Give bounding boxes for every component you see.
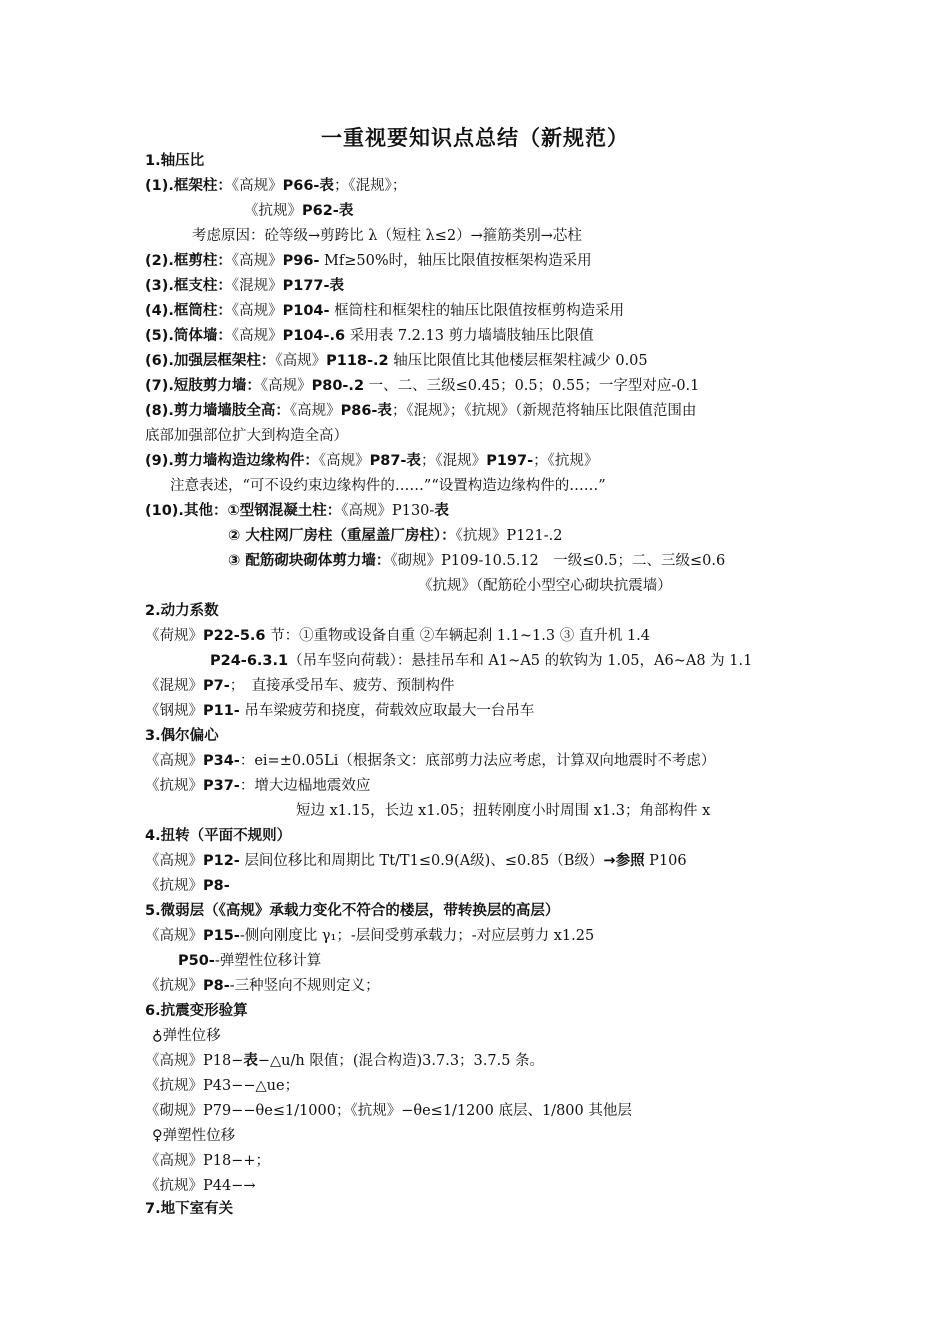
body-text: ； 直接承受吊车、疲劳、预制构件 [229,678,455,694]
text-line [145,677,454,695]
body-text: （吊车竖向荷载）：悬挂吊车和 A1~A5 的软钩为 1.05，A6~A8 为 1.1 [288,653,753,669]
body-text: −△u/h 限值；(混合构造)3.7.3；3.7.5 条。 [257,1053,545,1069]
page-ref: P118-.2 [326,353,389,369]
page-ref: P104- [282,303,330,319]
ref-text: 《高规》P130- [341,503,435,519]
page-ref: P80-.2 [311,378,365,394]
ref-text: ；《混规》 [420,453,487,469]
text-line [145,1102,632,1120]
body-text: ；《混规》；《抗规》（新规范将轴压比限值范围由 [391,403,697,419]
ref-text: 《荷规》 [145,628,203,644]
page-ref: P62-表 [302,203,354,219]
page-ref: P34- [203,753,240,769]
item-label: (9).剪力墙构造边缘构件： [145,453,319,469]
heading-text: 4.扭转（平面不规则） [145,828,292,844]
page-ref: P7- [203,678,230,694]
text-line [145,402,696,420]
section-heading [145,902,559,920]
ref-text: 《高规》 [145,853,203,869]
text-line [210,652,752,670]
page-ref: P24-6.3.1 [210,653,289,669]
heading-text: 2.动力系数 [145,603,219,619]
body-text: 《高规》P18−+； [145,1153,271,1169]
ref-text: 《抗规》 [145,878,203,894]
text-line [145,702,534,720]
text-line [170,477,606,495]
text-line [145,877,230,895]
body-text: 层间位移比和周期比 Tt/T1≤0.9(A级)、≤0.85（B级） [239,853,604,869]
text-line [145,502,449,520]
item-label: (8).剪力墙墙肢全高： [145,403,290,419]
body-text: P106 [644,853,687,869]
item-label: ② 大柱网厂房柱（重屋盖厂房柱）： [228,528,456,544]
ref-text: 《高规》 [260,378,312,394]
page-ref: P66-表 [282,178,334,194]
heading-text: 3.偶尔偏心 [145,728,219,744]
body-text: -弹塑性位移计算 [214,953,322,969]
page-ref: 表 [434,503,449,519]
body-text: 《抗规》（配筋砼小型空心砌块抗震墙） [418,578,672,594]
section-heading [145,827,291,845]
text-line [418,577,672,595]
page-ref: P12- [203,853,240,869]
body-text: 一、二、三级≤0.45；0.5；0.55；一字型对应-0.1 [364,378,700,394]
heading-text: 1.轴压比 [145,153,205,169]
section-heading [145,1200,233,1218]
text-line [145,1177,256,1195]
body-text: 考虑原因：砼等级→剪跨比 λ（短柱 λ≤2）→箍筋类别→芯柱 [192,228,582,244]
text-line [145,427,348,445]
text-line [296,802,710,820]
body-text: ；《混规》； [333,178,407,194]
ref-text: 《抗规》 [244,203,302,219]
page-ref: P37- [203,778,240,794]
body-text: 注意表述，“可不设约束边缘构件的……”“设置构造边缘构件的……” [170,478,606,494]
ref-text: 《高规》P18− [145,1053,244,1069]
item-label: (2).框剪柱： [145,253,232,269]
body-text: ：ei=±0.05Li（根据条文：底部剪力法应考虑，计算双向地震时不考虑） [239,753,716,769]
body-text: 框筒柱和框架柱的轴压比限值按框剪构造采用 [329,303,625,319]
heading-text: 7.地下室有关 [145,1201,234,1217]
text-line [145,352,648,370]
heading-text: 6.抗震变形验算 [145,1003,248,1019]
text-line [178,952,321,970]
text-line [145,752,715,770]
item-label: (4).框筒柱： [145,303,232,319]
text-line [145,277,344,295]
item-label: (3).框支柱： [145,278,232,294]
text-line [145,1152,270,1170]
item-label: (1).框架柱： [145,178,232,194]
body-text: Mf≥50%时，轴压比限值按框架构造采用 [319,253,592,269]
section-heading [145,1002,248,1020]
ref-text: 《抗规》 [145,978,203,994]
text-line [145,1052,544,1070]
ref-text: ；《抗规》 [533,453,599,469]
text-line [152,1027,221,1045]
body-text: ♀弹塑性位移 [152,1128,236,1144]
body-text: 《砌规》P79−−θe≤1/1000；《抗规》−θe≤1/1200 底层、1/800 其他层 [145,1103,632,1119]
body-text: 节：①重物或设备自重 ②车辆起刹 1.1~1.3 ③ 直升机 1.4 [265,628,650,644]
text-line [145,252,592,270]
text-line [145,977,380,995]
page-ref: P104-.6 [282,328,346,344]
item-label: (7).短肢剪力墙： [145,378,261,394]
item-label: (6).加强层框架柱： [145,353,276,369]
ref-text: 《高规》 [145,928,203,944]
body-text: 采用表 7.2.13 剪力墙墙肢轴压比限值 [345,328,594,344]
item-label: (10).其他：①型钢混凝土柱： [145,503,342,519]
text-line [145,302,624,320]
page-ref: P177-表 [282,278,345,294]
text-line [145,327,594,345]
page-ref: P86-表 [340,403,392,419]
ref-text: 《高规》 [231,328,283,344]
text-line [145,452,598,470]
ref-text: 《钢规》 [145,703,203,719]
body-text: 《抗规》P43−−△ue； [145,1078,300,1094]
ref-text: 《高规》 [145,753,203,769]
page-ref: P96- [282,253,320,269]
ref-text: 《高规》 [289,403,341,419]
page-ref: P8- [203,978,230,994]
ref-text: 《抗规》 [145,778,203,794]
body-text: -三种竖向不规则定义； [229,978,380,994]
page-ref: P87-表 [369,453,421,469]
text-line [145,927,594,945]
item-label: (5).筒体墙： [145,328,232,344]
section-heading [145,152,204,170]
page-ref: P8- [203,878,230,894]
page-ref: 表 [243,1053,258,1069]
text-line [145,852,687,870]
ref-text: 《砌规》P109-10.5.12 一级≤0.5；二、三级≤0.6 [390,553,726,569]
text-line [145,627,650,645]
text-line [145,1077,299,1095]
text-line [145,177,406,195]
section-heading [145,602,219,620]
body-text: ：增大边榀地震效应 [239,778,371,794]
section-heading [145,727,219,745]
body-text: 吊车梁疲劳和挠度，荷载效应取最大一台吊车 [239,703,535,719]
text-line [145,777,370,795]
page-ref: P50- [178,953,215,969]
item-label: ③ 配筋砌块砌体剪力墙： [228,553,391,569]
page-ref: P15- [203,928,240,944]
document-title: 一重视要知识点总结（新规范） [321,125,629,150]
cross-ref: →参照 [603,853,645,869]
ref-text: 《抗规》P121-.2 [455,528,563,544]
body-text: 轴压比限值比其他楼层框架柱减少 0.05 [388,353,648,369]
text-line [192,227,582,245]
ref-text: 《混规》 [145,678,203,694]
text-line [228,552,725,570]
ref-text: 《混规》 [231,278,283,294]
body-text: 底部加强部位扩大到构造全高） [145,428,348,444]
page-ref: P22-5.6 [203,628,266,644]
ref-text: 《高规》 [231,303,283,319]
body-text: 《抗规》P44−→ [145,1178,256,1194]
text-line [244,202,353,220]
heading-text: 5.微弱层（《高规》承载力变化不符合的楼层，带转换层的高层） [145,903,560,919]
ref-text: 《高规》 [231,253,283,269]
ref-text: 《高规》 [275,353,327,369]
body-text: -侧向刚度比 γ₁；-层间受剪承载力；-对应层剪力 x1.25 [239,928,595,944]
text-line [145,377,699,395]
page-ref: P197- [486,453,534,469]
ref-text: 《高规》 [231,178,283,194]
body-text: 短边 x1.15，长边 x1.05；扭转刚度小时周围 x1.3；角部构件 x [296,803,711,819]
text-line [152,1127,235,1145]
ref-text: 《高规》 [318,453,370,469]
body-text: ♁弹性位移 [152,1028,221,1044]
page-ref: P11- [203,703,240,719]
text-line [228,527,563,545]
